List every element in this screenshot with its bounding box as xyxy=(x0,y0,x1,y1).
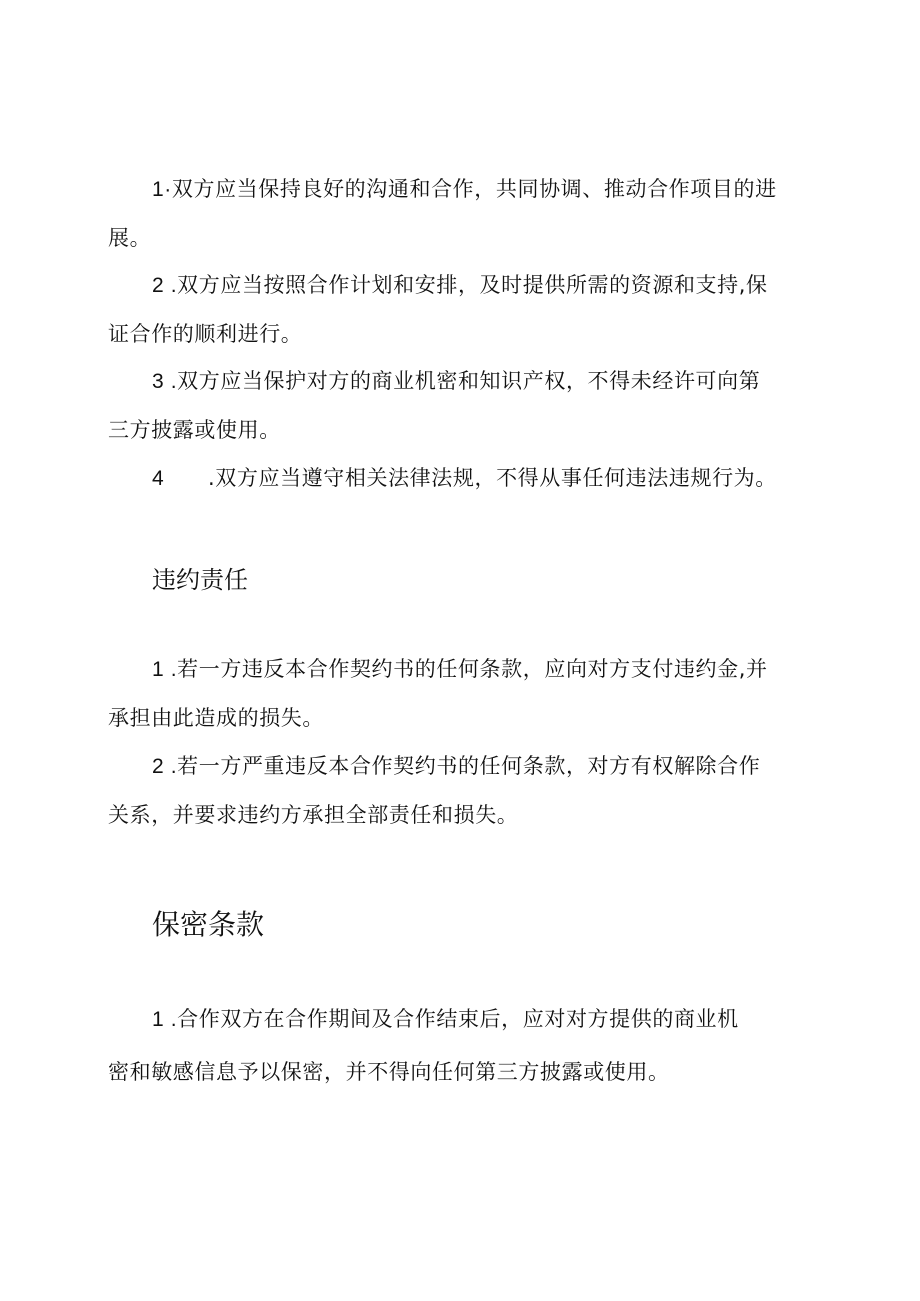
item-text-line2: 承担由此造成的损失。 xyxy=(108,706,324,730)
item-number: 2 . xyxy=(152,755,178,778)
item-text-line1: 若一方违反本合作契约书的任何条款，应向对方支付违约金,并 xyxy=(177,657,768,681)
item-text-line2: 关系，并要求违约方承担全部责任和损失。 xyxy=(108,803,519,827)
item-text-line2: 展。 xyxy=(108,226,152,250)
item-text-line2: 密和敏感信息予以保密，并不得向任何第三方披露或使用。 xyxy=(108,1060,670,1084)
item-text-line1: .双方应当遵守相关法律法规，不得从事任何违法违规行为。 xyxy=(208,466,777,490)
section-heading-breach: 违约责任 xyxy=(152,566,248,594)
item-number: 4 xyxy=(152,467,165,490)
item-text-line1: 双方应当按照合作计划和安排，及时提供所需的资源和支持,保 xyxy=(177,273,768,297)
item-number: 1 . xyxy=(152,658,178,681)
section-heading-confidentiality: 保密条款 xyxy=(152,908,265,941)
item-text-line1: 若一方严重违反本合作契约书的任何条款，对方有权解除合作 xyxy=(177,754,761,778)
cooperation-item-4 xyxy=(108,454,823,503)
item-number: 3 . xyxy=(152,370,178,393)
confidentiality-item-1 xyxy=(108,995,823,1096)
item-number: 1 . xyxy=(152,1008,178,1031)
cooperation-item-3 xyxy=(108,357,823,454)
item-text-line1: 双方应当保护对方的商业机密和知识产权，不得未经许可向第 xyxy=(177,369,761,393)
item-text-line1: 双方应当保持良好的沟通和合作，共同协调、推动合作项目的进 xyxy=(171,177,777,201)
item-number: 1· xyxy=(152,178,172,201)
item-text-line2: 证合作的顺利进行。 xyxy=(108,322,303,346)
item-number: 2 . xyxy=(152,274,178,297)
breach-item-1 xyxy=(108,645,823,742)
cooperation-item-2 xyxy=(108,261,823,358)
item-text-line2: 三方披露或使用。 xyxy=(108,418,281,442)
item-text-line1: 合作双方在合作期间及合作结束后，应对对方提供的商业机 xyxy=(177,1007,739,1031)
breach-item-2 xyxy=(108,742,823,839)
cooperation-item-1 xyxy=(108,165,823,262)
